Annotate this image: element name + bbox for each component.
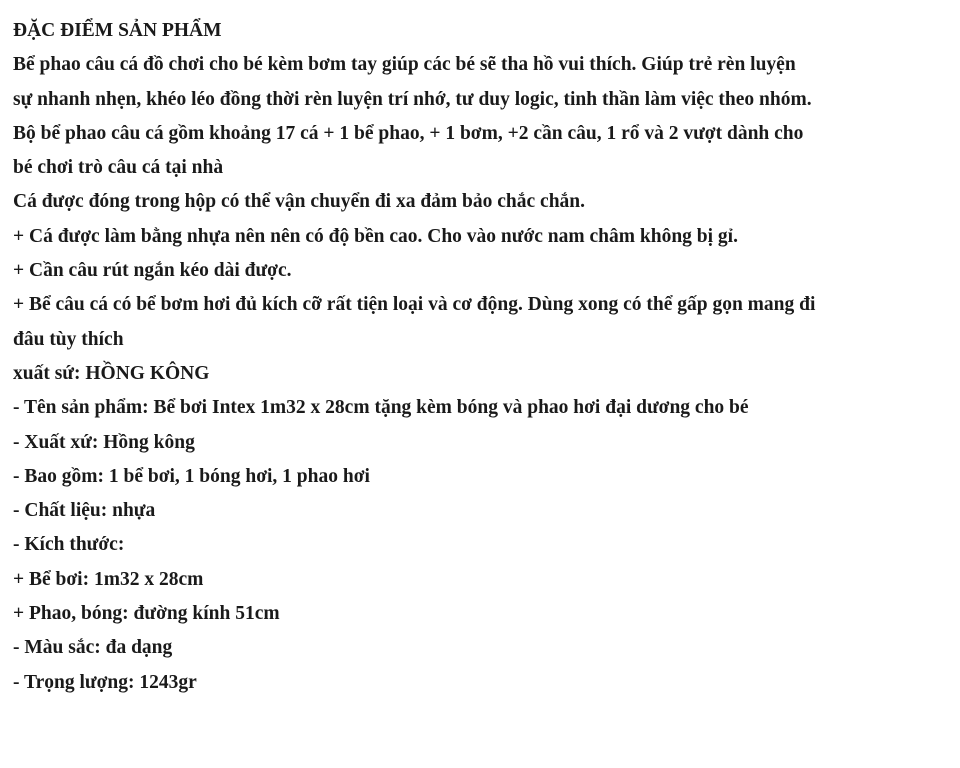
spec-line: - Trọng lượng: 1243gr (13, 671, 197, 693)
text-line: + Cá được làm bằng nhựa nên nên có độ bền cao. Cho vào nước nam châm không bị gỉ. (13, 225, 738, 247)
text-line: Cá được đóng trong hộp có thể vận chuyển đi xa đảm bảo chắc chắn. (13, 191, 586, 213)
origin-line: xuất sứ: HỒNG KÔNG (13, 362, 210, 384)
spec-line: - Màu sắc: đa dạng (13, 637, 173, 659)
product-description (13, 14, 960, 700)
spec-line: - Xuất xứ: Hồng kông (13, 431, 195, 453)
spec-line: - Tên sản phẩm: Bể bơi Intex 1m32 x 28cm tặng kèm bóng và phao hơi đại dương cho bé (13, 397, 749, 419)
text-line: + Bể câu cá có bể bơm hơi đủ kích cỡ rất tiện loại và cơ động. Dùng xong có thể gấp gọn mang đi (13, 294, 816, 316)
text-line: sự nhanh nhẹn, khéo léo đồng thời rèn luyện trí nhớ, tư duy logic, tinh thần làm việc theo nhóm. (13, 88, 812, 110)
spec-line: + Phao, bóng: đường kính 51cm (13, 603, 280, 625)
spec-line: - Chất liệu: nhựa (13, 500, 156, 522)
text-line: + Cần câu rút ngắn kéo dài được. (13, 260, 292, 282)
section-heading: ĐẶC ĐIỂM SẢN PHẨM (13, 20, 222, 41)
text-line: Bộ bể phao câu cá gồm khoảng 17 cá + 1 bể phao, + 1 bơm, +2 cần câu, 1 rổ và 2 vượt dành cho (13, 122, 804, 144)
spec-line: - Bao gồm: 1 bể bơi, 1 bóng hơi, 1 phao hơi (13, 465, 370, 487)
spec-line: - Kích thước: (13, 534, 125, 556)
spec-line: + Bể bơi: 1m32 x 28cm (13, 568, 204, 590)
text-line: bé chơi trò câu cá tại nhà (13, 157, 224, 179)
text-line: Bể phao câu cá đồ chơi cho bé kèm bơm tay giúp các bé sẽ tha hồ vui thích. Giúp trẻ rèn luyện (13, 54, 796, 76)
text-line: đâu tùy thích (13, 328, 124, 350)
